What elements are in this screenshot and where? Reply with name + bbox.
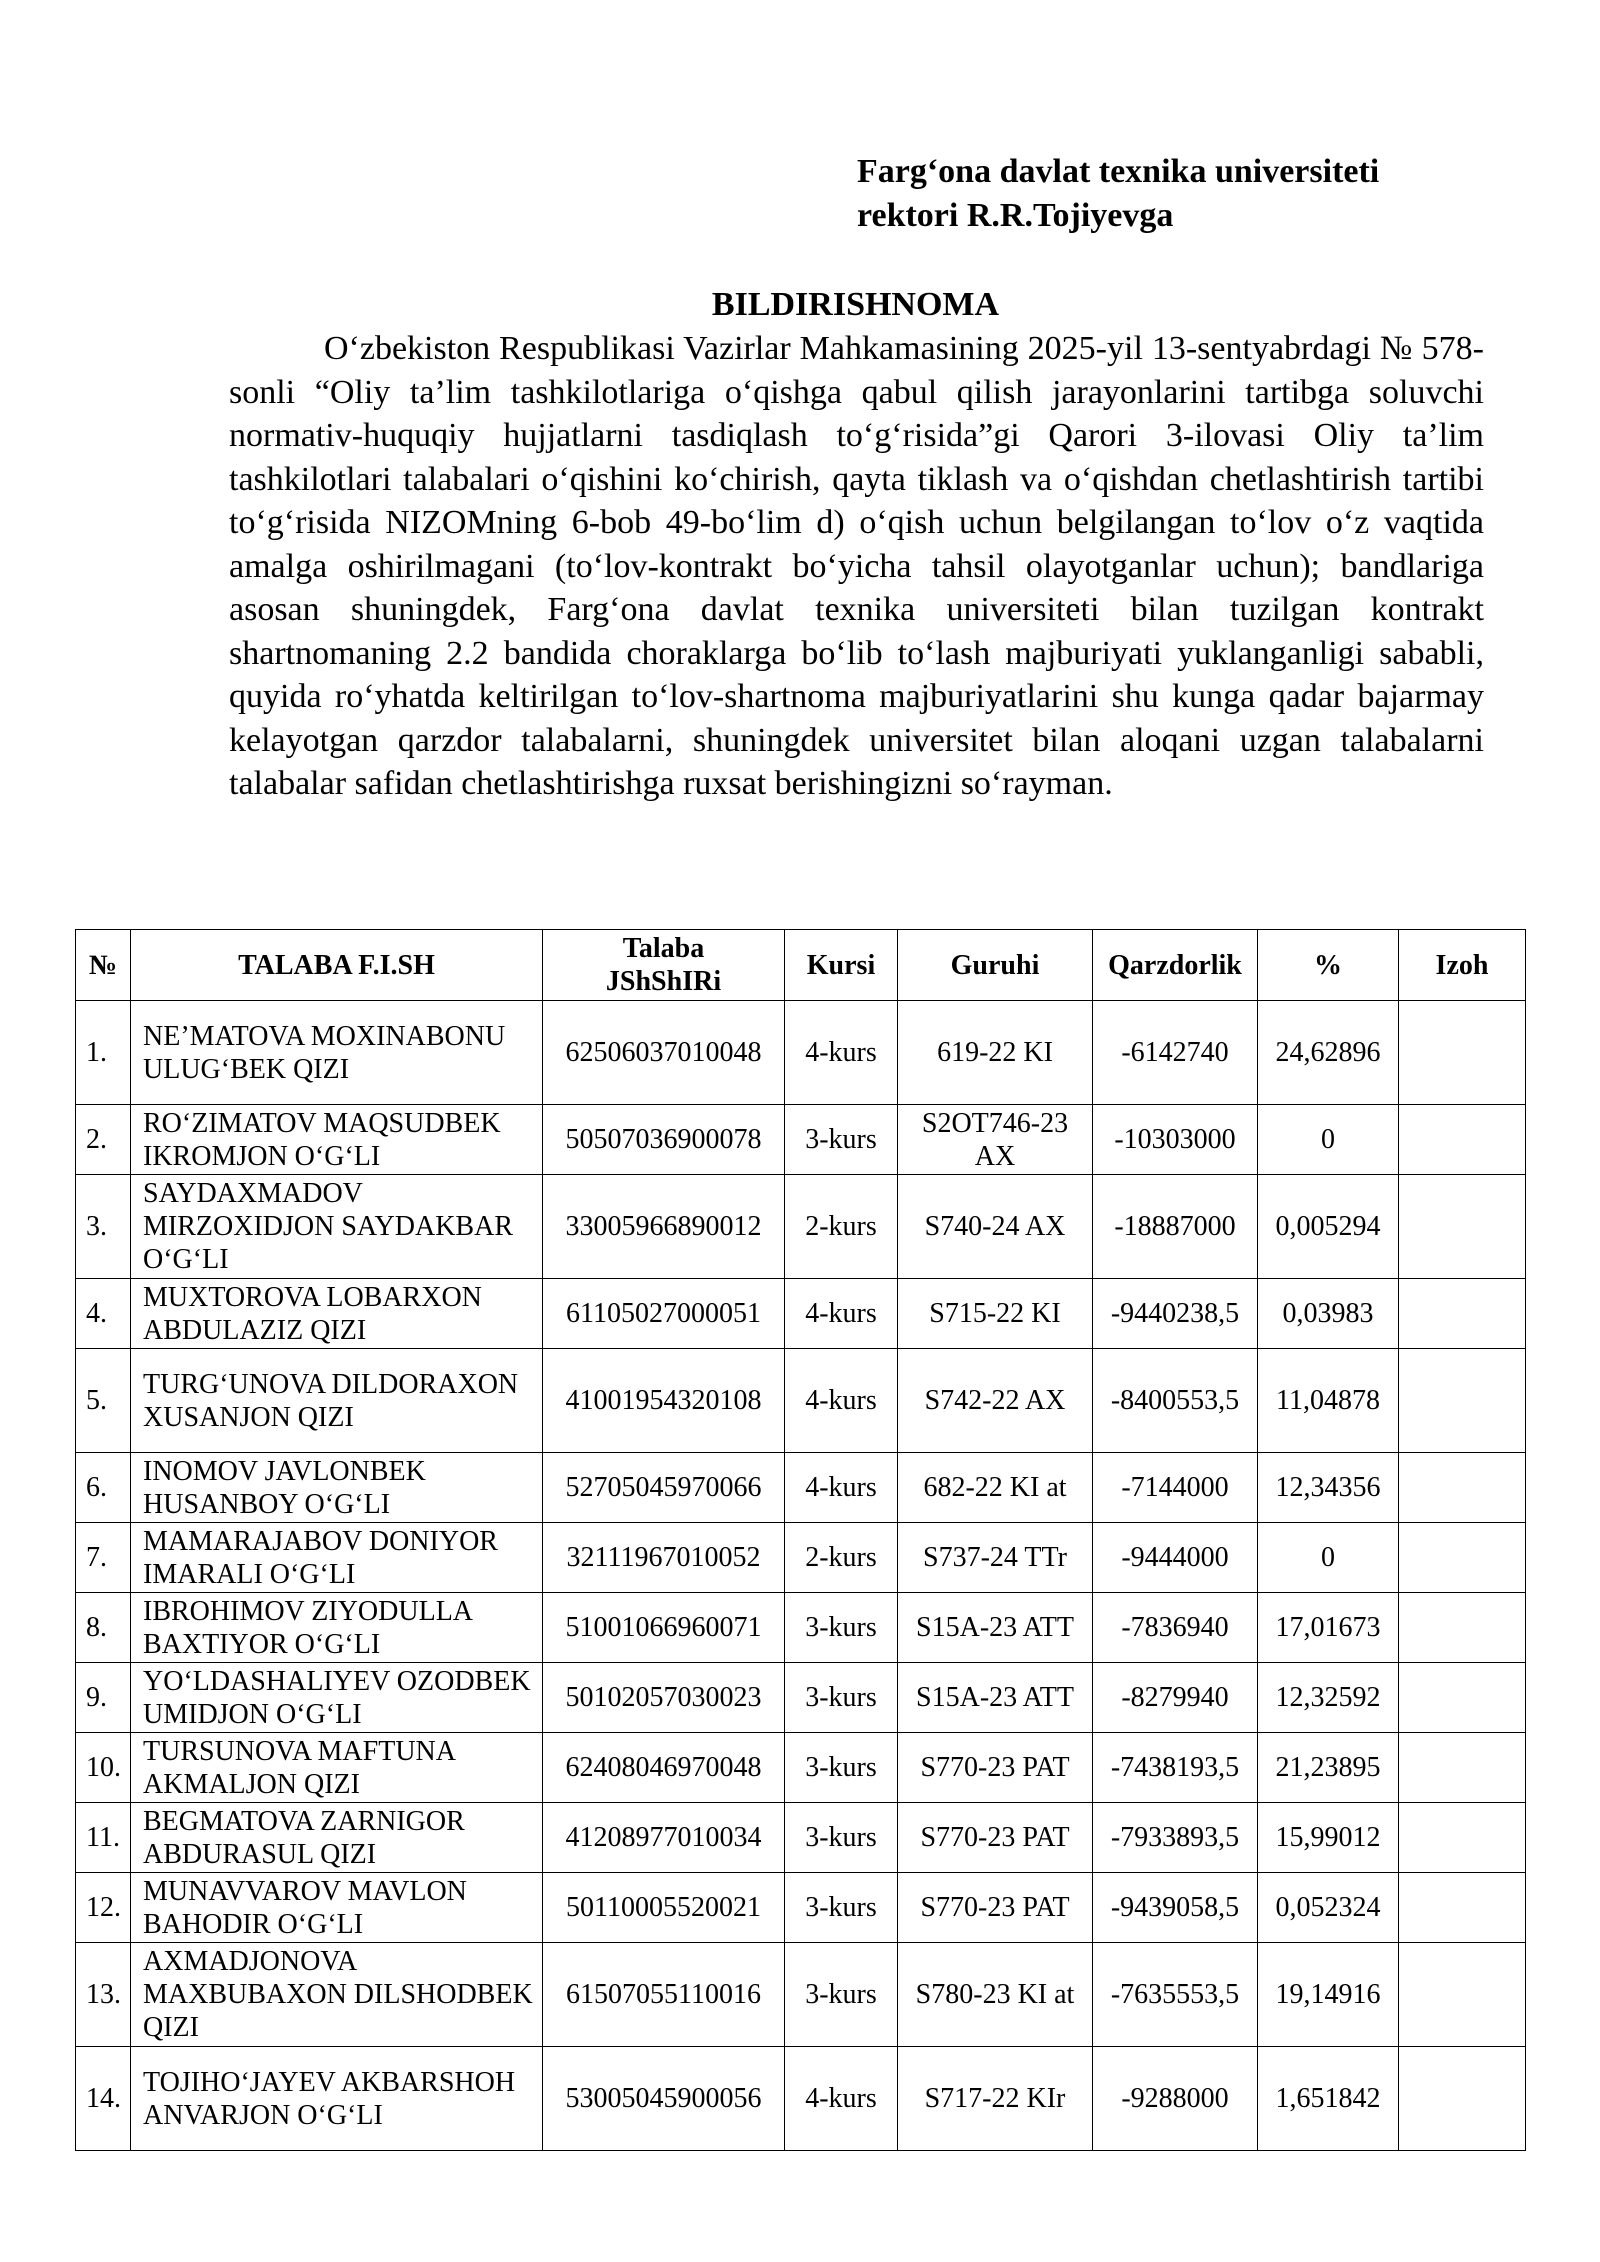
student-kurs: 2-kurs bbox=[785, 1523, 898, 1593]
student-qarzdorlik: -8279940 bbox=[1093, 1663, 1258, 1733]
student-percent: 0,03983 bbox=[1258, 1279, 1399, 1349]
student-guruh: S715-22 KI bbox=[898, 1279, 1093, 1349]
student-guruh: S780-23 KI at bbox=[898, 1943, 1093, 2047]
student-qarzdorlik: -18887000 bbox=[1093, 1175, 1258, 1279]
student-izoh bbox=[1399, 1733, 1526, 1803]
student-izoh bbox=[1399, 1663, 1526, 1733]
student-kurs: 4-kurs bbox=[785, 1453, 898, 1523]
student-qarzdorlik: -7144000 bbox=[1093, 1453, 1258, 1523]
table-row bbox=[76, 1593, 1526, 1663]
student-jshshir: 62506037010048 bbox=[543, 1001, 785, 1105]
table-row bbox=[76, 1523, 1526, 1593]
student-percent: 0,052324 bbox=[1258, 1873, 1399, 1943]
student-percent: 12,34356 bbox=[1258, 1453, 1399, 1523]
table-row bbox=[76, 1105, 1526, 1175]
student-guruh: S770-23 PAT bbox=[898, 1873, 1093, 1943]
student-guruh: 619-22 KI bbox=[898, 1001, 1093, 1105]
header-name: TALABA F.I.SH bbox=[131, 930, 543, 1001]
student-percent: 24,62896 bbox=[1258, 1001, 1399, 1105]
student-name: TOJIHO‘JAYEV AKBARSHOH ANVARJON O‘G‘LI bbox=[131, 2047, 543, 2151]
header-no: № bbox=[76, 930, 131, 1001]
student-percent: 1,651842 bbox=[1258, 2047, 1399, 2151]
row-number: 4. bbox=[76, 1279, 131, 1349]
student-izoh bbox=[1399, 1279, 1526, 1349]
student-qarzdorlik: -10303000 bbox=[1093, 1105, 1258, 1175]
student-guruh: S15A-23 ATT bbox=[898, 1593, 1093, 1663]
student-jshshir: 50507036900078 bbox=[543, 1105, 785, 1175]
header-qarzdorlik: Qarzdorlik bbox=[1093, 930, 1258, 1001]
student-kurs: 3-kurs bbox=[785, 1733, 898, 1803]
table-row bbox=[76, 1279, 1526, 1349]
student-name: YO‘LDASHALIYEV OZODBEK UMIDJON O‘G‘LI bbox=[131, 1663, 543, 1733]
header-percent: % bbox=[1258, 930, 1399, 1001]
row-number: 8. bbox=[76, 1593, 131, 1663]
student-name: SAYDAXMADOV MIRZOXIDJON SAYDAKBAR O‘G‘LI bbox=[131, 1175, 543, 1279]
row-number: 2. bbox=[76, 1105, 131, 1175]
document-body: O‘zbekiston Respublikasi Vazirlar Mahkamasining 2025-yil 13-sentyabrdagi № 578-sonli “Oliy ta’lim tashkilotlariga o‘qishga qabul qilish jarayonlarini tartibga soluvchi normativ-huquqiy hujjatlarni tasdiqlash to‘g‘risida”gi Qarori 3-ilovasi Oliy ta’lim tashkilotlari talabalari o‘qishini ko‘chirish, qayta tiklash va o‘qishdan chetlashtirish tartibi to‘g‘risida NIZOMning 6-bob 49-bo‘lim d) o‘qish uchun belgilangan to‘lov o‘z vaqtida amalga oshirilmagani (to‘lov-kontrakt bo‘yicha tahsil olayotganlar uchun); bandlariga asosan shuningdek, Farg‘ona davlat texnika universiteti bilan tuzilgan kontrakt shartnomaning 2.2 bandida choraklarga bo‘lib to‘lash majburiyati yuklanganligi sababli, quyida ro‘yhatda keltirilgan to‘lov-shartnoma majburiyatlarini shu kunga qadar bajarmay kelayotgan qarzdor talabalarni, shuningdek universitet bilan aloqani uzgan talabalarni talabalar safidan chetlashtirishga ruxsat berishingizni so‘rayman. bbox=[229, 330, 1484, 802]
row-number: 10. bbox=[76, 1733, 131, 1803]
student-qarzdorlik: -7933893,5 bbox=[1093, 1803, 1258, 1873]
header-guruh: Guruhi bbox=[898, 930, 1093, 1001]
student-izoh bbox=[1399, 1803, 1526, 1873]
table-row bbox=[76, 2047, 1526, 2151]
student-izoh bbox=[1399, 1943, 1526, 2047]
student-izoh bbox=[1399, 1523, 1526, 1593]
student-izoh bbox=[1399, 1105, 1526, 1175]
student-jshshir: 52705045970066 bbox=[543, 1453, 785, 1523]
student-jshshir: 62408046970048 bbox=[543, 1733, 785, 1803]
header-kurs: Kursi bbox=[785, 930, 898, 1001]
table-row bbox=[76, 1349, 1526, 1453]
student-name: BEGMATOVA ZARNIGOR ABDURASUL QIZI bbox=[131, 1803, 543, 1873]
student-percent: 11,04878 bbox=[1258, 1349, 1399, 1453]
student-kurs: 3-kurs bbox=[785, 1943, 898, 2047]
student-name: MUXTOROVA LOBARXON ABDULAZIZ QIZI bbox=[131, 1279, 543, 1349]
student-guruh: S740-24 AX bbox=[898, 1175, 1093, 1279]
student-kurs: 4-kurs bbox=[785, 1279, 898, 1349]
student-qarzdorlik: -9444000 bbox=[1093, 1523, 1258, 1593]
header-izoh: Izoh bbox=[1399, 930, 1526, 1001]
student-name: MAMARAJABOV DONIYOR IMARALI O‘G‘LI bbox=[131, 1523, 543, 1593]
table-row bbox=[76, 1001, 1526, 1105]
student-name: MUNAVVAROV MAVLON BAHODIR O‘G‘LI bbox=[131, 1873, 543, 1943]
row-number: 14. bbox=[76, 2047, 131, 2151]
student-name: IBROHIMOV ZIYODULLA BAXTIYOR O‘G‘LI bbox=[131, 1593, 543, 1663]
table-row bbox=[76, 1873, 1526, 1943]
student-izoh bbox=[1399, 1175, 1526, 1279]
student-jshshir: 61105027000051 bbox=[543, 1279, 785, 1349]
row-number: 1. bbox=[76, 1001, 131, 1105]
table-row bbox=[76, 1803, 1526, 1873]
header-jshshir-line-2: JShShIRi bbox=[605, 966, 722, 997]
row-number: 12. bbox=[76, 1873, 131, 1943]
student-jshshir: 32111967010052 bbox=[543, 1523, 785, 1593]
header-jshshir bbox=[543, 930, 785, 1001]
student-percent: 17,01673 bbox=[1258, 1593, 1399, 1663]
student-percent: 21,23895 bbox=[1258, 1733, 1399, 1803]
student-name: RO‘ZIMATOV MAQSUDBEK IKROMJON O‘G‘LI bbox=[131, 1105, 543, 1175]
student-percent: 0 bbox=[1258, 1523, 1399, 1593]
student-kurs: 3-kurs bbox=[785, 1663, 898, 1733]
student-izoh bbox=[1399, 1593, 1526, 1663]
student-name: NE’MATOVA MOXINABONU ULUG‘BEK QIZI bbox=[131, 1001, 543, 1105]
student-izoh bbox=[1399, 1873, 1526, 1943]
student-percent: 0 bbox=[1258, 1105, 1399, 1175]
student-kurs: 3-kurs bbox=[785, 1593, 898, 1663]
student-qarzdorlik: -8400553,5 bbox=[1093, 1349, 1258, 1453]
table-row bbox=[76, 1453, 1526, 1523]
student-izoh bbox=[1399, 1349, 1526, 1453]
student-percent: 19,14916 bbox=[1258, 1943, 1399, 2047]
student-qarzdorlik: -7836940 bbox=[1093, 1593, 1258, 1663]
student-percent: 12,32592 bbox=[1258, 1663, 1399, 1733]
student-jshshir: 50102057030023 bbox=[543, 1663, 785, 1733]
student-name: AXMADJONOVA MAXBUBAXON DILSHODBEK QIZI bbox=[131, 1943, 543, 2047]
addressee-line-2: rektori R.R.Tojiyevga bbox=[857, 197, 1174, 234]
student-name: INOMOV JAVLONBEK HUSANBOY O‘G‘LI bbox=[131, 1453, 543, 1523]
students-table bbox=[75, 929, 1526, 2151]
student-kurs: 4-kurs bbox=[785, 1001, 898, 1105]
student-qarzdorlik: -9439058,5 bbox=[1093, 1873, 1258, 1943]
table-row bbox=[76, 1733, 1526, 1803]
student-qarzdorlik: -7635553,5 bbox=[1093, 1943, 1258, 2047]
row-number: 3. bbox=[76, 1175, 131, 1279]
row-number: 5. bbox=[76, 1349, 131, 1453]
row-number: 9. bbox=[76, 1663, 131, 1733]
header-jshshir-line-1: Talaba bbox=[622, 933, 705, 964]
student-guruh: S742-22 AX bbox=[898, 1349, 1093, 1453]
table-row bbox=[76, 1943, 1526, 2047]
table-header-row bbox=[76, 930, 1526, 1001]
student-jshshir: 41208977010034 bbox=[543, 1803, 785, 1873]
student-izoh bbox=[1399, 1453, 1526, 1523]
student-jshshir: 41001954320108 bbox=[543, 1349, 785, 1453]
student-name: TURSUNOVA MAFTUNA AKMALJON QIZI bbox=[131, 1733, 543, 1803]
row-number: 13. bbox=[76, 1943, 131, 2047]
student-kurs: 2-kurs bbox=[785, 1175, 898, 1279]
student-izoh bbox=[1399, 1001, 1526, 1105]
student-jshshir: 33005966890012 bbox=[543, 1175, 785, 1279]
student-percent: 15,99012 bbox=[1258, 1803, 1399, 1873]
student-guruh: S15A-23 ATT bbox=[898, 1663, 1093, 1733]
student-guruh: S2OT746-23 AX bbox=[898, 1105, 1093, 1175]
student-kurs: 3-kurs bbox=[785, 1803, 898, 1873]
student-kurs: 4-kurs bbox=[785, 1349, 898, 1453]
student-kurs: 4-kurs bbox=[785, 2047, 898, 2151]
addressee-block bbox=[857, 150, 1497, 238]
student-guruh: 682-22 KI at bbox=[898, 1453, 1093, 1523]
student-jshshir: 51001066960071 bbox=[543, 1593, 785, 1663]
student-jshshir: 50110005520021 bbox=[543, 1873, 785, 1943]
student-qarzdorlik: -7438193,5 bbox=[1093, 1733, 1258, 1803]
row-number: 7. bbox=[76, 1523, 131, 1593]
table-row bbox=[76, 1175, 1526, 1279]
student-kurs: 3-kurs bbox=[785, 1105, 898, 1175]
student-guruh: S737-24 TTr bbox=[898, 1523, 1093, 1593]
document-title: BILDIRISHNOMA bbox=[711, 286, 1000, 323]
table-row bbox=[76, 1663, 1526, 1733]
row-number: 6. bbox=[76, 1453, 131, 1523]
student-qarzdorlik: -9440238,5 bbox=[1093, 1279, 1258, 1349]
student-qarzdorlik: -9288000 bbox=[1093, 2047, 1258, 2151]
row-number: 11. bbox=[76, 1803, 131, 1873]
student-percent: 0,005294 bbox=[1258, 1175, 1399, 1279]
addressee-line-1: Farg‘ona davlat texnika universiteti bbox=[857, 153, 1380, 190]
student-jshshir: 61507055110016 bbox=[543, 1943, 785, 2047]
student-name: TURG‘UNOVA DILDORAXON XUSANJON QIZI bbox=[131, 1349, 543, 1453]
student-guruh: S770-23 PAT bbox=[898, 1733, 1093, 1803]
student-guruh: S770-23 PAT bbox=[898, 1803, 1093, 1873]
student-guruh: S717-22 KIr bbox=[898, 2047, 1093, 2151]
student-izoh bbox=[1399, 2047, 1526, 2151]
student-qarzdorlik: -6142740 bbox=[1093, 1001, 1258, 1105]
student-jshshir: 53005045900056 bbox=[543, 2047, 785, 2151]
student-kurs: 3-kurs bbox=[785, 1873, 898, 1943]
